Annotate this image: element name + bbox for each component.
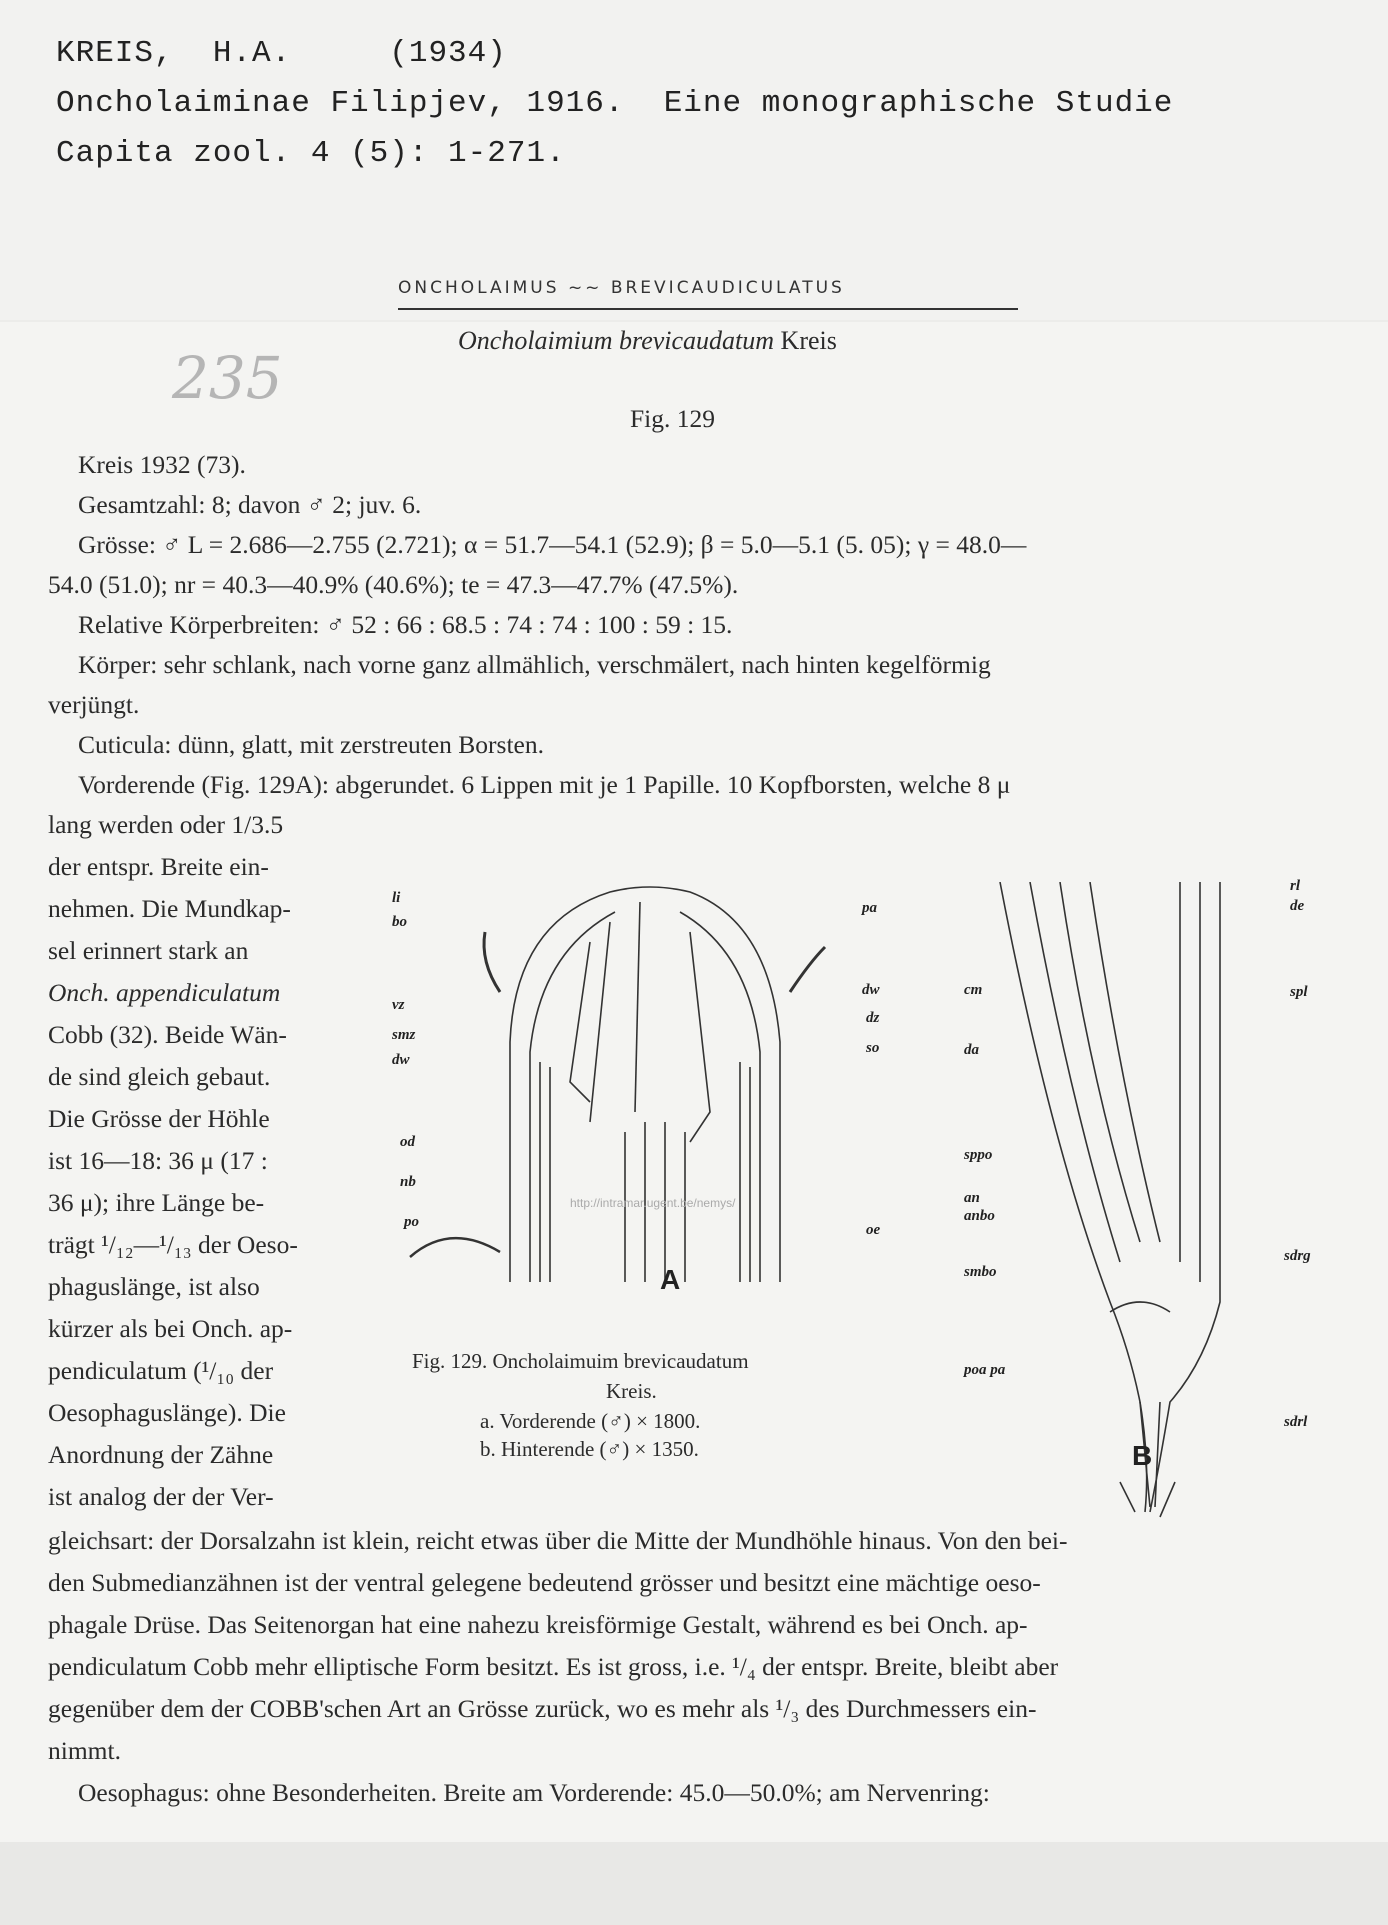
fig-b-label-sdrg: sdrg <box>1284 1248 1311 1264</box>
fig-a-label-od: od <box>400 1134 415 1150</box>
fig-a-label-so: so <box>866 1040 880 1056</box>
text-line-3: Grösse: ♂ L = 2.686—2.755 (2.721); α = 51.7—54.1 (52.9); β = 5.0—5.1 (5. 05); γ = 48.0— <box>78 530 1027 559</box>
col-line: de sind gleich gebaut. <box>48 1062 271 1091</box>
fig-b-label-smbo: smbo <box>964 1264 997 1280</box>
bottom-line-5: gegenüber dem der COBB'schen Art an Grösse zurück, wo es mehr als ¹/₃ des Durchmessers ein- <box>48 1694 1037 1723</box>
fig-b-label-da: da <box>964 1042 979 1058</box>
fig-a-label-dw: dw <box>392 1052 410 1068</box>
index-card <box>0 0 1388 320</box>
col-line: Oesophaguslänge). Die <box>48 1398 286 1427</box>
col-line: Anordnung der Zähne <box>48 1440 274 1469</box>
text-line-7: verjüngt. <box>48 690 140 719</box>
fig-a-label-vz: vz <box>392 997 405 1013</box>
bottom-line-4: pendiculatum Cobb mehr elliptische Form besitzt. Es ist gross, i.e. ¹/₄ der entspr. Breite, bleibt aber <box>48 1652 1059 1681</box>
fig-a-label-dw-right: dw <box>862 982 880 998</box>
fig-b-label-rl: rl <box>1290 878 1301 894</box>
card-citation-line3: Capita zool. 4 (5): 1-271. <box>56 136 566 171</box>
bottom-line-2: den Submedianzähnen ist der ventral gelegene bedeutend grösser und besitzt eine mächtige oeso- <box>48 1568 1041 1597</box>
col-line: kürzer als bei Onch. ap- <box>48 1314 293 1343</box>
col-line: lang werden oder 1/3.5 <box>48 810 284 839</box>
col-line: 36 μ); ihre Länge be- <box>48 1188 265 1217</box>
text-line-1: Kreis 1932 (73). <box>78 450 246 479</box>
fig-a-label-oe: oe <box>866 1222 881 1238</box>
fig-b-label-cm: cm <box>964 982 983 998</box>
col-line: Cobb (32). Beide Wän- <box>48 1020 287 1049</box>
figure-a-drawing <box>390 862 880 1282</box>
handwritten-page-number: 235 <box>172 344 283 412</box>
scan-bottom-margin <box>0 1842 1388 1925</box>
figure-letter-b: B <box>1132 1440 1153 1471</box>
fig-b-label-anbo: anbo <box>964 1208 995 1224</box>
fig-b-label-an: an <box>964 1190 980 1206</box>
text-line-2: Gesamtzahl: 8; davon ♂ 2; juv. 6. <box>78 490 422 519</box>
text-line-8: Cuticula: dünn, glatt, mit zerstreuten Borsten. <box>78 730 544 759</box>
watermark-text: http://intramar.ugent.be/nemys/ <box>570 1196 736 1210</box>
col-line: Die Grösse der Höhle <box>48 1104 270 1133</box>
fig-b-label-poa-pa: poa pa <box>964 1362 1006 1378</box>
bottom-line-7: Oesophagus: ohne Besonderheiten. Breite am Vorderende: 45.0—50.0%; am Nervenring: <box>78 1778 990 1807</box>
fig-a-label-po: po <box>404 1214 419 1230</box>
col-line: sel erinnert stark an <box>48 936 249 965</box>
fig-a-label-li: li <box>392 890 401 906</box>
col-line: trägt ¹/₁₂—¹/₁₃ der Oeso- <box>48 1230 298 1259</box>
card-citation-line1: KREIS, H.A. (1934) <box>56 36 507 71</box>
figure-caption-line3: a. Vorderende (♂) × 1800. <box>480 1409 701 1433</box>
col-line: ist analog der der Ver- <box>48 1482 274 1511</box>
bottom-line-1: gleichsart: der Dorsalzahn ist klein, reicht etwas über die Mitte der Mundhöhle hinaus. Von den bei- <box>48 1526 1068 1555</box>
printed-page <box>0 322 1388 1842</box>
figure-caption-line1: Fig. 129. Oncholaimuim brevicaudatum <box>412 1349 749 1373</box>
figure-reference: Fig. 129 <box>630 404 716 433</box>
bottom-line-6: nimmt. <box>48 1736 121 1765</box>
fig-b-label-sppo: sppo <box>964 1147 993 1163</box>
col-line: ist 16—18: 36 μ (17 : <box>48 1146 268 1175</box>
fig-a-label-bo: bo <box>392 914 407 930</box>
fig-b-label-de: de <box>1290 898 1305 914</box>
figure-caption-line2: Kreis. <box>606 1379 657 1403</box>
text-line-5: Relative Körperbreiten: ♂ 52 : 66 : 68.5 : 74 : 74 : 100 : 59 : 15. <box>78 610 733 639</box>
text-line-6: Körper: sehr schlank, nach vorne ganz allmählich, verschmälert, nach hinten kegelförmig <box>78 650 991 679</box>
fig-a-label-pa: pa <box>862 900 877 916</box>
handwritten-heading: ONCHOLAIMUS ~~ BREVICAUDICULATUS <box>398 278 845 298</box>
heading-underline <box>398 308 1018 310</box>
text-line-9: Vorderende (Fig. 129A): abgerundet. 6 Lippen mit je 1 Papille. 10 Kopfborsten, welche 8 μ <box>78 770 1011 799</box>
bottom-line-3: phagale Drüse. Das Seitenorgan hat eine nahezu kreisförmige Gestalt, während es bei Onch. ap- <box>48 1610 1028 1639</box>
col-line: pendiculatum (¹/₁₀ der <box>48 1356 274 1385</box>
col-line: nehmen. Die Mundkap- <box>48 894 291 923</box>
figure-letter-a: A <box>660 1264 681 1295</box>
col-line: phaguslänge, ist also <box>48 1272 260 1301</box>
fig-a-label-nb: nb <box>400 1174 416 1190</box>
fig-b-label-spl: spl <box>1290 984 1308 1000</box>
fig-a-label-dz: dz <box>866 1010 880 1026</box>
fig-a-label-smz: smz <box>392 1027 416 1043</box>
col-line: Onch. appendiculatum <box>48 978 281 1007</box>
card-citation-line2: Oncholaiminae Filipjev, 1916. Eine monographische Studie <box>56 86 1174 121</box>
col-line: der entspr. Breite ein- <box>48 852 269 881</box>
fig-b-label-sdrl: sdrl <box>1284 1414 1308 1430</box>
text-line-4: 54.0 (51.0); nr = 40.3—40.9% (40.6%); te = 47.3—47.7% (47.5%). <box>48 570 739 599</box>
figure-caption-line4: b. Hinterende (♂) × 1350. <box>480 1437 699 1461</box>
species-title: Oncholaimium brevicaudatum Kreis <box>458 326 837 355</box>
